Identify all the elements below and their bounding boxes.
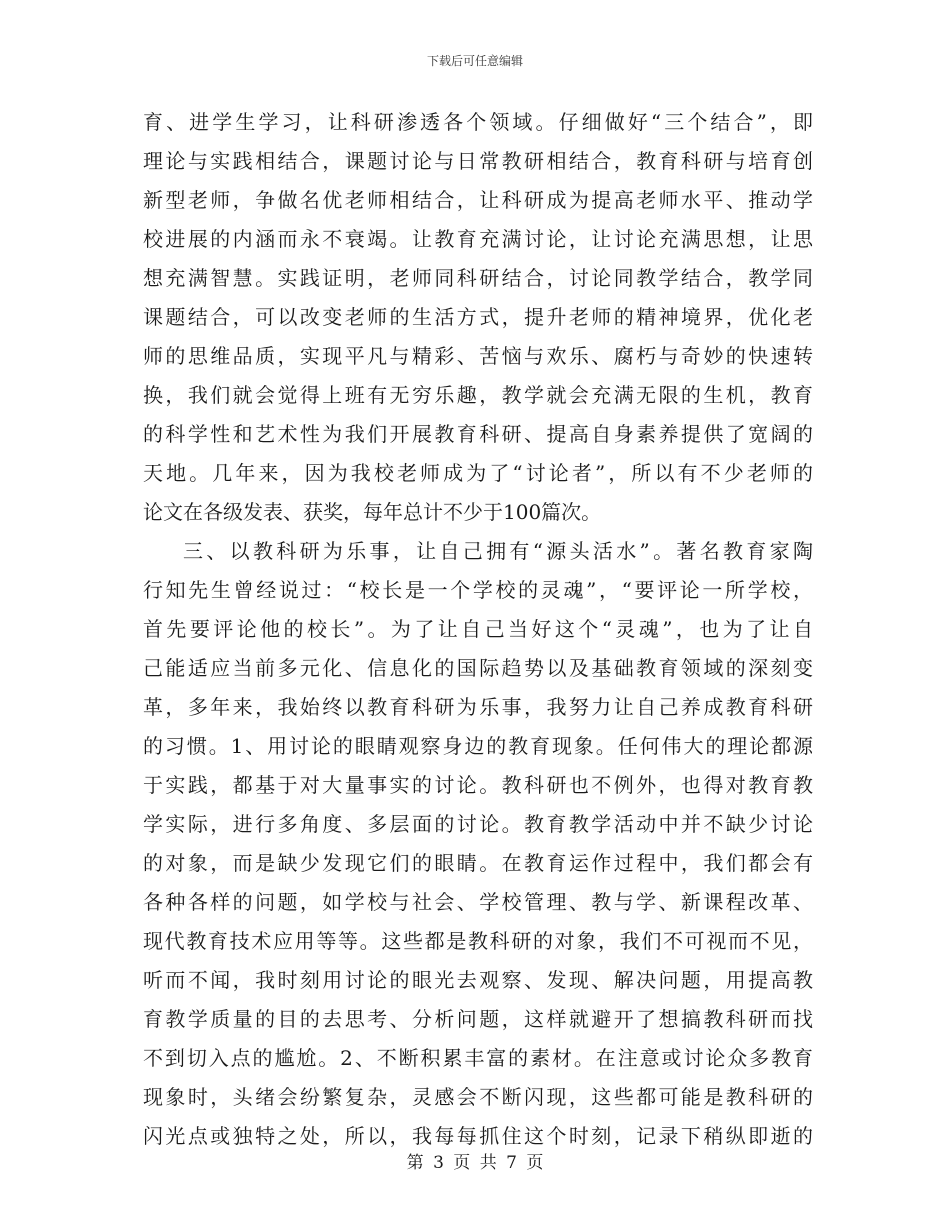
text-line: 行知先生曾经说过：“校长是一个学校的灵魂”，“要评论一所学校，	[143, 578, 813, 602]
document-body	[143, 103, 813, 1156]
text-line: 论文在各级发表、获奖，每年总计不少于100篇次。	[143, 500, 602, 524]
text-line: 首先要评论他的校长”。为了让自己当好这个“灵魂”，也为了让自	[143, 617, 813, 641]
text-line: 各种各样的问题，如学校与社会、学校管理、教与学、新课程改革、	[143, 890, 813, 914]
text-line: 现代教育技术应用等等。这些都是教科研的对象，我们不可视而不见，	[143, 929, 813, 953]
page-number-footer: 第 3 页 共 7 页	[406, 1153, 544, 1173]
text-line: 理论与实践相结合，课题讨论与日常教研相结合，教育科研与培育创	[143, 149, 813, 173]
text-line: 的科学性和艺术性为我们开展教育科研、提高自身素养提供了宽阔的	[143, 422, 813, 446]
text-line: 的习惯。1、用讨论的眼睛观察身边的教育现象。任何伟大的理论都源	[143, 734, 813, 758]
text-line: 校进展的内涵而永不衰竭。让教育充满讨论，让讨论充满思想，让思	[143, 227, 813, 251]
text-line: 师的思维品质，实现平凡与精彩、苦恼与欢乐、腐朽与奇妙的快速转	[143, 344, 813, 368]
text-line: 想充满智慧。实践证明，老师同科研结合，讨论同教学结合，教学同	[143, 266, 813, 290]
text-line: 换，我们就会觉得上班有无穷乐趣，教学就会充满无限的生机，教育	[143, 383, 813, 407]
paragraph-start-line: 三、以教科研为乐事，让自己拥有“源头活水”。著名教育家陶	[183, 539, 813, 563]
text-line: 现象时，头绪会纷繁复杂，灵感会不断闪现，这些都可能是教科研的	[143, 1085, 813, 1109]
text-line: 闪光点或独特之处，所以，我每每抓住这个时刻，记录下稍纵即逝的	[143, 1124, 813, 1148]
text-line: 育教学质量的目的去思考、分析问题，这样就避开了想搞教科研而找	[143, 1007, 813, 1031]
text-line: 革，多年来，我始终以教育科研为乐事，我努力让自己养成教育科研	[143, 695, 813, 719]
text-line: 不到切入点的尴尬。2、不断积累丰富的素材。在注意或讨论众多教育	[143, 1046, 813, 1070]
text-line: 育、进学生学习，让科研渗透各个领域。仔细做好“三个结合”，即	[143, 110, 813, 134]
text-line: 的对象，而是缺少发现它们的眼睛。在教育运作过程中，我们都会有	[143, 851, 813, 875]
page-header: 下载后可任意编辑	[426, 54, 523, 68]
text-line: 新型老师，争做名优老师相结合，让科研成为提高老师水平、推动学	[143, 188, 813, 212]
text-line: 己能适应当前多元化、信息化的国际趋势以及基础教育领域的深刻变	[143, 656, 813, 680]
text-line: 学实际，进行多角度、多层面的讨论。教育教学活动中并不缺少讨论	[143, 812, 813, 836]
text-line: 课题结合，可以改变老师的生活方式，提升老师的精神境界，优化老	[143, 305, 813, 329]
text-line: 听而不闻，我时刻用讨论的眼光去观察、发现、解决问题，用提高教	[143, 968, 813, 992]
text-line: 天地。几年来，因为我校老师成为了“讨论者”，所以有不少老师的	[143, 461, 813, 485]
text-line: 于实践，都基于对大量事实的讨论。教科研也不例外，也得对教育教	[143, 773, 813, 797]
